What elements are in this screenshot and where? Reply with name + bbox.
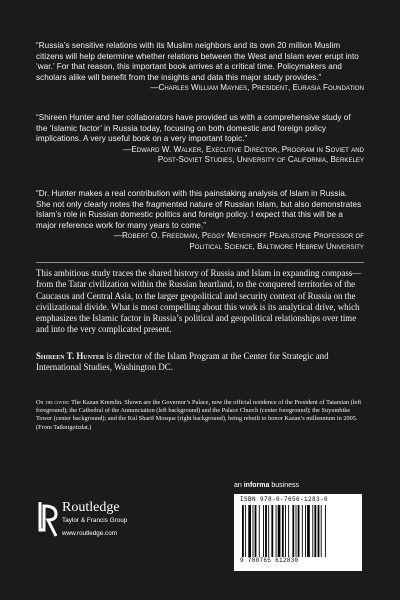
barcode [234,494,362,571]
praise-block-3 [36,189,364,253]
praise-block-2 [36,113,364,166]
book-description: This ambitious study traces the shared history of Russia and Islam in expanding compass—from the Tatar civilization within the Russian heartland, to the conquered territories of the Caucasus and Central Asia, to the larger geopolitical and security context of Russia on the civilizational divide. What is most compelling about this work is its analytical drive, which emphasizes the Islamic factor in Russia’s political and geopolitical relationships over time and into the very complicated present. [36,268,362,335]
praise-quote: “Dr. Hunter makes a real contribution with this painstaking analysis of Islam in Russia. She not only clearly notes the fragmented nature of Russian Islam, but also demonstrates Islam’s role in Russian domestic politics and foreign policy. I expect that this will be a major reference work for many years to come.” [36,189,362,230]
praise-quote: “Shireen Hunter and her collaborators have provided us with a comprehensive study of the ‘Islamic factor’ in Russia today, focusing on both domestic and foreign policy implications. A very useful book on a very important topic.” [36,113,351,144]
publisher-name: Routledge [62,500,120,515]
praise-attribution: —Robert O. Freedman, Peggy Meyerhoff Pearlstone Professor of Political Science, Baltimore Hebrew University [113,231,364,251]
author-bio: Shireen T. Hunter is director of the Islam Program at the Center for Strategic and International Studies, Washington DC. [36,351,329,373]
section-divider [36,262,364,263]
publisher-url[interactable]: www.routledge.com [62,530,117,537]
praise-attribution: —Charles William Maynes, President, Eurasia Foundation [150,83,364,93]
cover-caption: On the cover: The Kazan Kremlin. Shown are the Governor’s Palace, now the official residence of the President of Tatarstan (left foreground); the Cathedral of the Annunciation (left background) and the Palace Church (center foreground); the Suyumbike Tower (center background); and the Kul Sharif Mosque (right background), being rebuilt to honor Kazan’s millennium in 2005. (From Tatknigoizdat.) [36,399,362,431]
praise-attribution: —Edward W. Walker, Executive Director, Program in Soviet and Post-Soviet Studies, University of California, Berkeley [123,144,364,165]
informa-tagline: an informa business [234,482,299,489]
routledge-logo-icon [36,500,60,538]
isbn-label: ISBN 978-0-7656-1283-0 [240,496,329,503]
author-name: Shireen T. Hunter [36,351,105,361]
praise-quote: “Russia’s sensitive relations with its Muslim neighbors and its own 20 million Muslim citizens will help determine whether relations between the West and Islam ever erupt into ‘war.’ For that reason, this important book arrives at a critical time. Policymakers and scholars alike will benefit from the insights and data this major study provides.” [36,41,359,82]
barcode-digits: 9 780765 612830 [240,557,299,564]
barcode-bars-icon [240,505,356,557]
publisher-group: Taylor & Francis Group [62,517,128,524]
praise-block-1 [36,41,364,94]
publisher-brand [62,500,127,525]
